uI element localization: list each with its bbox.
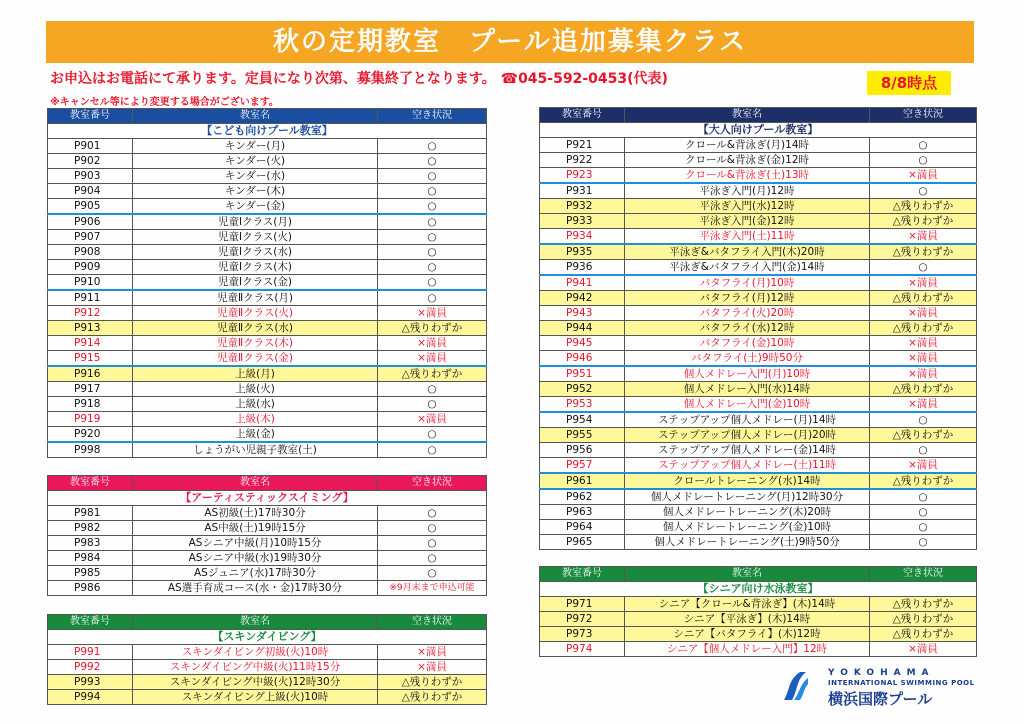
cell-status: ×満員 <box>870 366 977 382</box>
table-row <box>48 306 487 321</box>
table-row <box>540 443 977 458</box>
cell-code: P973 <box>540 627 625 642</box>
cell-name: シニア【バタフライ】(木)12時 <box>625 627 870 642</box>
cell-name: キンダー(木) <box>133 184 378 199</box>
cell-code: P986 <box>48 581 133 596</box>
cell-name: ASジュニア(水)17時30分 <box>133 566 378 581</box>
cell-code: P982 <box>48 521 133 536</box>
cell-code: P971 <box>540 597 625 612</box>
cell-name: 個人メドレートレーニング(金)10時 <box>625 520 870 535</box>
cell-code: P984 <box>48 551 133 566</box>
cell-status: ×満員 <box>870 275 977 291</box>
table-row <box>540 199 977 214</box>
table-row <box>540 351 977 367</box>
cell-name: スキンダイビング初級(火)10時 <box>133 645 378 660</box>
cell-name: 児童Ⅱクラス(金) <box>133 351 378 367</box>
cell-status: ○ <box>378 536 487 551</box>
cell-status: △残りわずか <box>870 199 977 214</box>
cell-code: P933 <box>540 214 625 229</box>
cell-name: 児童Ⅱクラス(月) <box>133 290 378 306</box>
table-row <box>48 245 487 260</box>
cell-name: 平泳ぎ&バタフライ入門(木)20時 <box>625 244 870 260</box>
cell-status: ○ <box>870 260 977 276</box>
cell-status: ×満員 <box>870 336 977 351</box>
cell-name: 上級(火) <box>133 382 378 397</box>
cell-status: △残りわずか <box>870 382 977 397</box>
cell-status: ○ <box>378 566 487 581</box>
cell-code: P945 <box>540 336 625 351</box>
table-row <box>540 275 977 291</box>
cell-name: 児童Ⅱクラス(火) <box>133 306 378 321</box>
cell-status: ○ <box>378 214 487 230</box>
cell-code: P911 <box>48 290 133 306</box>
cell-name: 平泳ぎ入門(金)12時 <box>625 214 870 229</box>
cell-code: P935 <box>540 244 625 260</box>
table-row <box>48 351 487 367</box>
cell-code: P922 <box>540 153 625 168</box>
cell-name: バタフライ(水)12時 <box>625 321 870 336</box>
table-row <box>540 153 977 168</box>
cell-status: ×満員 <box>378 306 487 321</box>
table-row <box>540 428 977 443</box>
cell-status: △残りわずか <box>378 675 487 690</box>
cell-status: ○ <box>378 382 487 397</box>
cell-status: ※9月末まで申込可能 <box>378 581 487 596</box>
table-row <box>48 506 487 521</box>
cell-name: スキンダイビング上級(火)10時 <box>133 690 378 705</box>
table-row <box>48 581 487 596</box>
cell-name: バタフライ(月)10時 <box>625 275 870 291</box>
cell-status: ×満員 <box>378 412 487 427</box>
cell-status: ×満員 <box>870 397 977 413</box>
cell-name: 児童Ⅰクラス(金) <box>133 275 378 291</box>
cell-status: ○ <box>378 154 487 169</box>
cell-status: ×満員 <box>870 306 977 321</box>
cell-name: 個人メドレートレーニング(木)20時 <box>625 505 870 520</box>
cell-name: シニア【個人メドレー入門】12時 <box>625 642 870 657</box>
table-row <box>540 627 977 642</box>
cell-status: △残りわずか <box>870 428 977 443</box>
table-row <box>48 321 487 336</box>
cell-name: ステップアップ個人メドレー(金)14時 <box>625 443 870 458</box>
category-label: 【こども向けプール教室】 <box>48 124 487 139</box>
cell-status: ○ <box>378 260 487 275</box>
cell-name: シニア【クロール&背泳ぎ】(木)14時 <box>625 597 870 612</box>
cell-name: しょうがい児親子教室(土) <box>133 442 378 458</box>
cell-status: ○ <box>378 397 487 412</box>
cell-status: △残りわずか <box>870 244 977 260</box>
cell-status: △残りわずか <box>870 597 977 612</box>
col-name-header: 教室名 <box>625 108 870 123</box>
cell-status: ○ <box>378 290 487 306</box>
cancel-note: ※キャンセル等により変更する場合がございます。 <box>50 97 279 108</box>
col-name-header: 教室名 <box>133 615 378 630</box>
cell-code: P962 <box>540 489 625 505</box>
adult-class-table <box>539 107 977 550</box>
cell-name: 児童Ⅱクラス(木) <box>133 336 378 351</box>
cell-status: ○ <box>870 535 977 550</box>
table-row <box>540 642 977 657</box>
table-row <box>48 214 487 230</box>
cell-status: ×満員 <box>378 336 487 351</box>
table-row <box>540 168 977 184</box>
cell-code: P953 <box>540 397 625 413</box>
table-row <box>48 412 487 427</box>
cell-name: キンダー(水) <box>133 169 378 184</box>
cell-name: AS中級(土)19時15分 <box>133 521 378 536</box>
cell-name: バタフライ(月)12時 <box>625 291 870 306</box>
table-row <box>48 169 487 184</box>
cell-status: ○ <box>870 153 977 168</box>
cell-name: 上級(木) <box>133 412 378 427</box>
cell-code: P972 <box>540 612 625 627</box>
cell-code: P912 <box>48 306 133 321</box>
table-row <box>540 397 977 413</box>
cell-code: P918 <box>48 397 133 412</box>
col-code-header: 教室番号 <box>540 567 625 582</box>
cell-name: ASシニア中級(月)10時15分 <box>133 536 378 551</box>
wave-logo-icon <box>780 670 810 702</box>
cell-status: △残りわずか <box>870 214 977 229</box>
cell-code: P957 <box>540 458 625 474</box>
table-row <box>540 473 977 489</box>
cell-code: P914 <box>48 336 133 351</box>
cell-status: ×満員 <box>378 351 487 367</box>
col-code-header: 教室番号 <box>540 108 625 123</box>
logo-city-text: YOKOHAMA <box>828 668 935 678</box>
cell-status: ○ <box>870 520 977 535</box>
table-row <box>540 291 977 306</box>
cell-code: P952 <box>540 382 625 397</box>
table-row <box>540 382 977 397</box>
col-status-header: 空き状況 <box>870 108 977 123</box>
cell-code: P905 <box>48 199 133 215</box>
cell-code: P936 <box>540 260 625 276</box>
col-status-header: 空き状況 <box>870 567 977 582</box>
cell-code: P942 <box>540 291 625 306</box>
skin-diving-table <box>47 614 487 705</box>
cell-status: ○ <box>870 443 977 458</box>
table-row <box>48 536 487 551</box>
category-label: 【大人向けプール教室】 <box>540 123 977 138</box>
table-row <box>48 427 487 443</box>
table-row <box>540 244 977 260</box>
cell-name: AS初級(土)17時30分 <box>133 506 378 521</box>
cell-code: P908 <box>48 245 133 260</box>
table-row <box>540 138 977 153</box>
cell-code: P946 <box>540 351 625 367</box>
cell-status: ○ <box>378 245 487 260</box>
table-row <box>48 660 487 675</box>
cell-status: △残りわずか <box>870 321 977 336</box>
cell-code: P993 <box>48 675 133 690</box>
logo-name-text: 横浜国際プール <box>828 690 933 708</box>
cell-status: ×満員 <box>870 351 977 367</box>
artistic-class-table <box>47 475 487 596</box>
cell-code: P961 <box>540 473 625 489</box>
cell-code: P917 <box>48 382 133 397</box>
table-row <box>540 260 977 276</box>
table-row <box>48 366 487 382</box>
table-row <box>540 597 977 612</box>
table-row <box>540 229 977 245</box>
table-row <box>48 184 487 199</box>
logo-subtitle-text: INTERNATIONAL SWIMMING POOL <box>828 679 975 687</box>
cell-name: バタフライ(金)10時 <box>625 336 870 351</box>
category-label: 【シニア向け水泳教室】 <box>540 582 977 597</box>
cell-name: 個人メドレー入門(金)10時 <box>625 397 870 413</box>
cell-name: 上級(月) <box>133 366 378 382</box>
table-row <box>48 336 487 351</box>
cell-code: P951 <box>540 366 625 382</box>
cell-code: P943 <box>540 306 625 321</box>
col-status-header: 空き状況 <box>378 109 487 124</box>
cell-name: 個人メドレートレーニング(月)12時30分 <box>625 489 870 505</box>
table-row <box>540 306 977 321</box>
cell-code: P998 <box>48 442 133 458</box>
cell-name: キンダー(金) <box>133 199 378 215</box>
col-code-header: 教室番号 <box>48 476 133 491</box>
cell-name: キンダー(月) <box>133 139 378 154</box>
cell-name: 児童Ⅰクラス(木) <box>133 260 378 275</box>
category-label: 【アーティスティックスイミング】 <box>48 491 487 506</box>
cell-status: ○ <box>378 506 487 521</box>
cell-name: ASシニア中級(水)19時30分 <box>133 551 378 566</box>
cell-name: クロール&背泳ぎ(土)13時 <box>625 168 870 184</box>
cell-name: スキンダイビング中級(火)12時30分 <box>133 675 378 690</box>
cell-status: ○ <box>378 199 487 215</box>
table-row <box>540 412 977 428</box>
table-row <box>48 382 487 397</box>
cell-name: 上級(金) <box>133 427 378 443</box>
cell-status: ×満員 <box>378 645 487 660</box>
cell-code: P964 <box>540 520 625 535</box>
cell-code: P955 <box>540 428 625 443</box>
senior-class-table <box>539 566 977 657</box>
cell-code: P903 <box>48 169 133 184</box>
cell-status: ○ <box>870 489 977 505</box>
table-row <box>48 230 487 245</box>
cell-name: 児童Ⅰクラス(月) <box>133 214 378 230</box>
cell-name: バタフライ(火)20時 <box>625 306 870 321</box>
children-class-table <box>47 108 487 458</box>
table-row <box>540 183 977 199</box>
cell-code: P915 <box>48 351 133 367</box>
cell-code: P934 <box>540 229 625 245</box>
table-row <box>48 442 487 458</box>
phone-notice: お申込はお電話にて承ります。定員になり次第、募集終了となります。 ☎045-592-0453(代表) <box>50 71 668 87</box>
cell-code: P931 <box>540 183 625 199</box>
cell-code: P991 <box>48 645 133 660</box>
cell-code: P983 <box>48 536 133 551</box>
table-row <box>48 154 487 169</box>
page-title: 秋の定期教室 プール追加募集クラス <box>46 21 974 63</box>
cell-code: P904 <box>48 184 133 199</box>
col-status-header: 空き状況 <box>378 476 487 491</box>
cell-status: △残りわずか <box>870 291 977 306</box>
cell-code: P906 <box>48 214 133 230</box>
cell-status: ○ <box>378 521 487 536</box>
table-row <box>540 520 977 535</box>
cell-status: ○ <box>870 183 977 199</box>
cell-code: P944 <box>540 321 625 336</box>
cell-name: ステップアップ個人メドレー(土)11時 <box>625 458 870 474</box>
cell-code: P902 <box>48 154 133 169</box>
cell-name: ステップアップ個人メドレー(月)14時 <box>625 412 870 428</box>
cell-code: P981 <box>48 506 133 521</box>
cell-code: P932 <box>540 199 625 214</box>
cell-status: △残りわずか <box>870 627 977 642</box>
cell-status: ○ <box>378 139 487 154</box>
cell-code: P974 <box>540 642 625 657</box>
cell-code: P965 <box>540 535 625 550</box>
table-row <box>48 551 487 566</box>
cell-name: 児童Ⅱクラス(水) <box>133 321 378 336</box>
col-name-header: 教室名 <box>133 109 378 124</box>
cell-status: △残りわずか <box>378 366 487 382</box>
cell-code: P919 <box>48 412 133 427</box>
pool-logo <box>780 668 980 708</box>
cell-status: ×満員 <box>870 229 977 245</box>
cell-name: 児童Ⅰクラス(水) <box>133 245 378 260</box>
col-code-header: 教室番号 <box>48 109 133 124</box>
cell-name: 平泳ぎ入門(土)11時 <box>625 229 870 245</box>
cell-code: P909 <box>48 260 133 275</box>
cell-code: P954 <box>540 412 625 428</box>
cell-code: P916 <box>48 366 133 382</box>
cell-code: P992 <box>48 660 133 675</box>
table-row <box>48 139 487 154</box>
cell-code: P901 <box>48 139 133 154</box>
table-row <box>540 535 977 550</box>
col-status-header: 空き状況 <box>378 615 487 630</box>
table-row <box>540 489 977 505</box>
cell-status: ×満員 <box>870 458 977 474</box>
table-row <box>48 645 487 660</box>
cell-name: クロールトレーニング(水)14時 <box>625 473 870 489</box>
cell-name: クロール&背泳ぎ(月)14時 <box>625 138 870 153</box>
cell-name: 上級(水) <box>133 397 378 412</box>
cell-name: 個人メドレー入門(水)14時 <box>625 382 870 397</box>
cell-code: P921 <box>540 138 625 153</box>
cell-status: ○ <box>378 184 487 199</box>
cell-code: P941 <box>540 275 625 291</box>
cell-code: P994 <box>48 690 133 705</box>
cell-name: バタフライ(土)9時50分 <box>625 351 870 367</box>
cell-status: △残りわずか <box>378 321 487 336</box>
cell-name: クロール&背泳ぎ(金)12時 <box>625 153 870 168</box>
table-row <box>48 290 487 306</box>
cell-status: ×満員 <box>378 660 487 675</box>
cell-name: 平泳ぎ&バタフライ入門(金)14時 <box>625 260 870 276</box>
cell-code: P956 <box>540 443 625 458</box>
cell-name: シニア【平泳ぎ】(木)14時 <box>625 612 870 627</box>
cell-status: ○ <box>378 551 487 566</box>
table-row <box>48 397 487 412</box>
cell-code: P920 <box>48 427 133 443</box>
table-row <box>48 521 487 536</box>
table-row <box>48 675 487 690</box>
cell-status: ○ <box>378 169 487 184</box>
cell-name: 児童Ⅰクラス(火) <box>133 230 378 245</box>
date-badge: 8/8時点 <box>867 71 951 95</box>
cell-code: P913 <box>48 321 133 336</box>
table-row <box>540 214 977 229</box>
cell-code: P923 <box>540 168 625 184</box>
cell-status: ○ <box>378 427 487 443</box>
cell-code: P907 <box>48 230 133 245</box>
cell-name: スキンダイビング中級(火)11時15分 <box>133 660 378 675</box>
col-code-header: 教室番号 <box>48 615 133 630</box>
table-row <box>48 199 487 215</box>
col-name-header: 教室名 <box>625 567 870 582</box>
cell-name: 平泳ぎ入門(水)12時 <box>625 199 870 214</box>
table-row <box>48 275 487 291</box>
cell-status: ○ <box>870 412 977 428</box>
table-row <box>48 260 487 275</box>
cell-name: キンダー(火) <box>133 154 378 169</box>
cell-status: ○ <box>378 230 487 245</box>
table-row <box>540 321 977 336</box>
category-label: 【スキンダイビング】 <box>48 630 487 645</box>
table-row <box>540 458 977 474</box>
cell-status: △残りわずか <box>870 473 977 489</box>
cell-status: ○ <box>378 275 487 291</box>
cell-status: ×満員 <box>870 168 977 184</box>
table-row <box>540 366 977 382</box>
table-row <box>540 336 977 351</box>
cell-code: P910 <box>48 275 133 291</box>
cell-status: ○ <box>378 442 487 458</box>
cell-name: 平泳ぎ入門(月)12時 <box>625 183 870 199</box>
cell-name: 個人メドレー入門(月)10時 <box>625 366 870 382</box>
cell-code: P985 <box>48 566 133 581</box>
cell-name: ステップアップ個人メドレー(月)20時 <box>625 428 870 443</box>
cell-code: P963 <box>540 505 625 520</box>
cell-name: AS選手育成コース(水・金)17時30分 <box>133 581 378 596</box>
cell-status: △残りわずか <box>870 612 977 627</box>
table-row <box>48 690 487 705</box>
col-name-header: 教室名 <box>133 476 378 491</box>
cell-status: ○ <box>870 505 977 520</box>
cell-status: ×満員 <box>870 642 977 657</box>
table-row <box>540 612 977 627</box>
table-row <box>48 566 487 581</box>
cell-name: 個人メドレートレーニング(土)9時50分 <box>625 535 870 550</box>
cell-status: ○ <box>870 138 977 153</box>
table-row <box>540 505 977 520</box>
cell-status: △残りわずか <box>378 690 487 705</box>
